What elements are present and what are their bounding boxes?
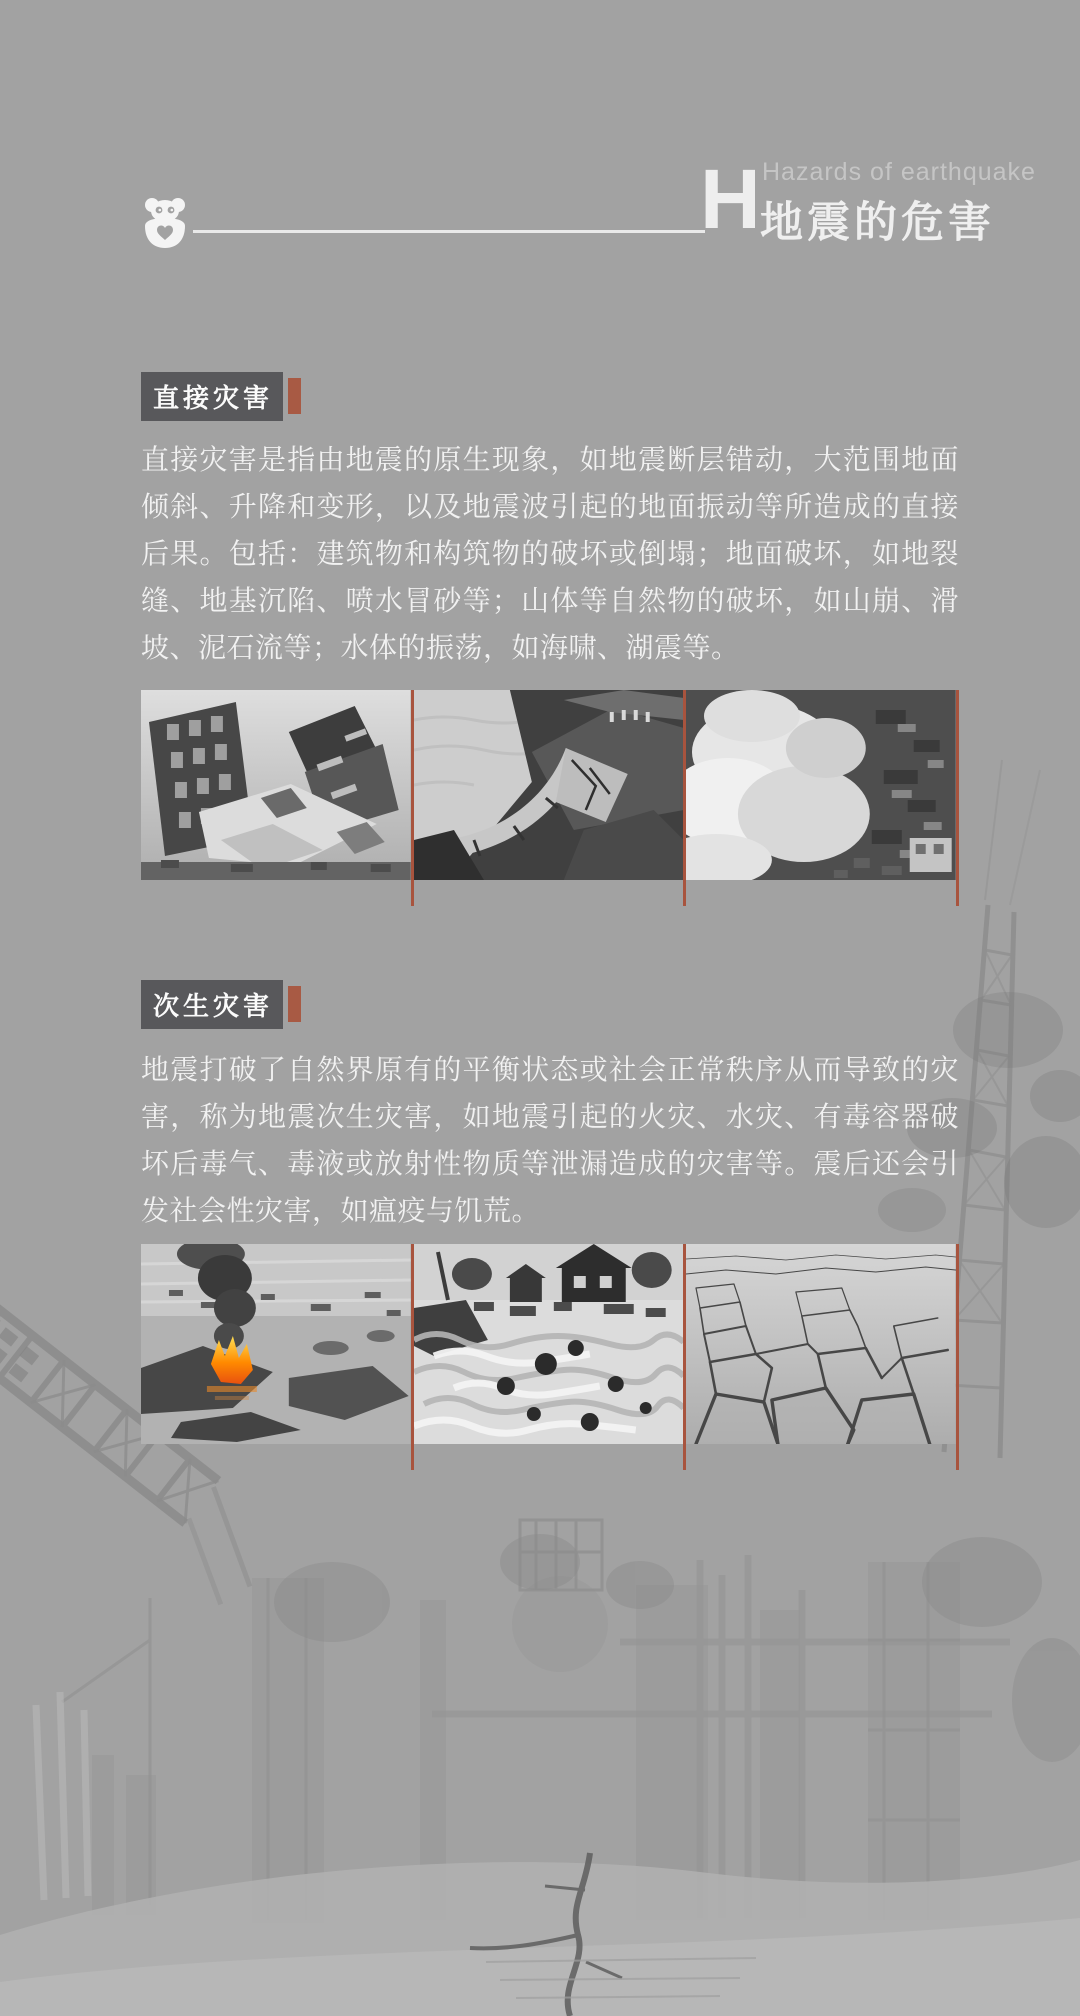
dust-cloud-ruins-photo (686, 690, 956, 880)
header-rule-line (193, 230, 705, 233)
section-accent-bar (288, 986, 301, 1022)
flood-torrent-photo (414, 1244, 684, 1444)
industrial-ruins-art (62, 1520, 1080, 1923)
section-direct-disasters (141, 376, 959, 663)
page-title-en: Hazards of earthquake (762, 158, 1036, 186)
collapsed-buildings-photo (141, 690, 411, 880)
cracked-earth-photo (686, 1244, 956, 1444)
photo-strip (141, 690, 959, 880)
page-title-zh: 地震的危害 (760, 199, 995, 247)
section-label-row (141, 984, 959, 1024)
section-secondary-disasters (141, 984, 959, 1226)
section-paragraph: 直接灾害是指由地震的原生现象，如地震断层错动，大范围地面倾斜、升降和变形，以及地震波引起的地面振动等所造成的直接后果。包括：建筑物和构筑物的破坏或倒塌；地面破坏，如地裂缝、地基沉陷、喷水冒砂等；山体等自然物的破坏，如山崩、滑坡、泥石流等；水体的振荡，如海啸、湖震等。 (141, 444, 959, 663)
header-index-letter: H (700, 152, 761, 246)
section-accent-bar (288, 378, 301, 414)
section-label-box (141, 372, 283, 421)
section-label-row (141, 376, 959, 416)
section-label-text: 次生灾害 (153, 990, 274, 1021)
panda-icon (141, 196, 189, 250)
photo-strip (141, 1244, 959, 1444)
section-label-text: 直接灾害 (153, 382, 274, 413)
photo-divider-line (956, 1244, 959, 1470)
collapsed-coastal-road-photo (414, 690, 684, 880)
section-paragraph: 地震打破了自然界原有的平衡状态或社会正常秩序从而导致的灾害，称为地震次生灾害，如地震引起的火灾、水灾、有毒容器破坏后毒气、毒液或放射性物质等泄漏造成的灾害等。震后还会引发社会性灾害，如瘟疫与饥荒。 (141, 1054, 959, 1226)
page-header (0, 0, 1080, 300)
photo-divider-line (956, 690, 959, 906)
flood-fire-photo (141, 1244, 411, 1444)
section-label-box (141, 980, 283, 1029)
